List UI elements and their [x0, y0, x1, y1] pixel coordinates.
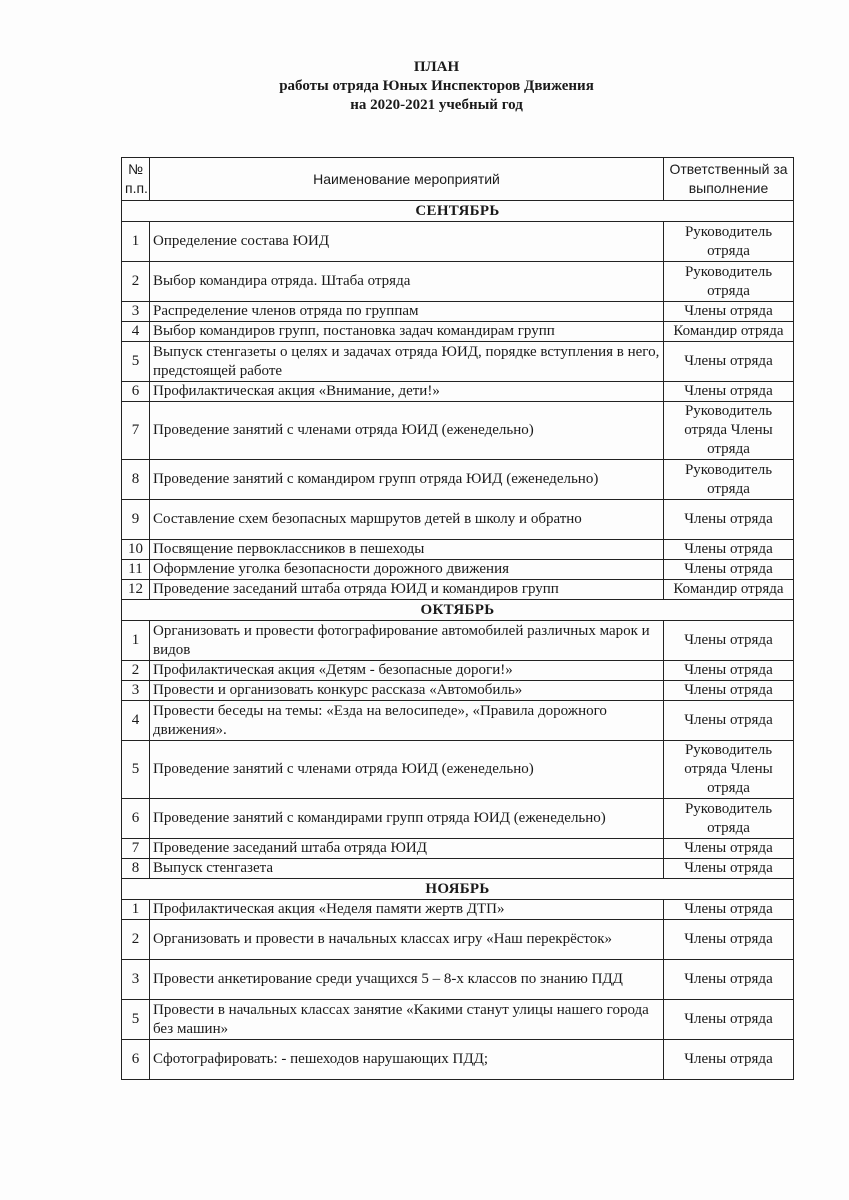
row-event: Выпуск стенгазета — [150, 859, 664, 879]
row-responsible: Руководитель отряда — [664, 460, 794, 500]
row-responsible: Командир отряда — [664, 580, 794, 600]
row-number: 5 — [122, 741, 150, 799]
month-row-september — [122, 201, 794, 222]
row-event: Профилактическая акция «Детям - безопасные дороги!» — [150, 661, 664, 681]
row-responsible: Командир отряда — [664, 322, 794, 342]
table-row — [122, 1040, 794, 1080]
row-number: 7 — [122, 402, 150, 460]
row-event: Проведение занятий с членами отряда ЮИД (еженедельно) — [150, 741, 664, 799]
row-event: Определение состава ЮИД — [150, 222, 664, 262]
row-responsible: Члены отряда — [664, 342, 794, 382]
row-responsible: Руководитель отряда Члены отряда — [664, 402, 794, 460]
row-number: 4 — [122, 322, 150, 342]
row-number: 1 — [122, 900, 150, 920]
row-event: Проведение занятий с членами отряда ЮИД (еженедельно) — [150, 402, 664, 460]
table-row — [122, 540, 794, 560]
row-event: Провести в начальных классах занятие «Какими станут улицы нашего города без машин» — [150, 1000, 664, 1040]
table-row — [122, 621, 794, 661]
plan-table — [121, 157, 794, 1080]
table-row — [122, 839, 794, 859]
month-label: СЕНТЯБРЬ — [122, 201, 794, 222]
table-header-row — [122, 158, 794, 201]
row-responsible: Члены отряда — [664, 900, 794, 920]
table-row — [122, 799, 794, 839]
table-row — [122, 1000, 794, 1040]
table-row — [122, 342, 794, 382]
row-number: 1 — [122, 621, 150, 661]
row-number: 5 — [122, 1000, 150, 1040]
row-number: 9 — [122, 500, 150, 540]
row-number: 2 — [122, 262, 150, 302]
row-responsible: Члены отряда — [664, 382, 794, 402]
row-responsible: Руководитель отряда — [664, 799, 794, 839]
table-row — [122, 960, 794, 1000]
row-event: Провести анкетирование среди учащихся 5 – 8-х классов по знанию ПДД — [150, 960, 664, 1000]
table-row — [122, 500, 794, 540]
row-responsible: Члены отряда — [664, 621, 794, 661]
table-row — [122, 701, 794, 741]
row-event: Распределение членов отряда по группам — [150, 302, 664, 322]
row-responsible: Руководитель отряда — [664, 222, 794, 262]
table-row — [122, 859, 794, 879]
title-line-plan: ПЛАН — [413, 59, 460, 75]
table-row — [122, 262, 794, 302]
row-responsible: Члены отряда — [664, 920, 794, 960]
row-number: 8 — [122, 460, 150, 500]
row-responsible: Члены отряда — [664, 701, 794, 741]
row-responsible: Члены отряда — [664, 960, 794, 1000]
table-row — [122, 681, 794, 701]
row-number: 8 — [122, 859, 150, 879]
row-event: Составление схем безопасных маршрутов детей в школу и обратно — [150, 500, 664, 540]
row-number: 12 — [122, 580, 150, 600]
row-number: 2 — [122, 661, 150, 681]
row-number: 6 — [122, 382, 150, 402]
row-responsible: Члены отряда — [664, 302, 794, 322]
row-event: Провести и организовать конкурс рассказа «Автомобиль» — [150, 681, 664, 701]
row-responsible: Члены отряда — [664, 681, 794, 701]
row-event: Организовать и провести в начальных классах игру «Наш перекрёсток» — [150, 920, 664, 960]
row-number: 7 — [122, 839, 150, 859]
row-number: 3 — [122, 302, 150, 322]
row-event: Проведение заседаний штаба отряда ЮИД и командиров групп — [150, 580, 664, 600]
row-number: 1 — [122, 222, 150, 262]
row-number: 3 — [122, 960, 150, 1000]
header-number: № п.п. — [122, 158, 150, 201]
table-row — [122, 920, 794, 960]
row-responsible: Члены отряда — [664, 560, 794, 580]
title-line-year: на 2020-2021 учебный год — [350, 97, 523, 113]
table-row — [122, 741, 794, 799]
table-row — [122, 900, 794, 920]
table-row — [122, 661, 794, 681]
table-row — [122, 302, 794, 322]
row-number: 6 — [122, 1040, 150, 1080]
row-responsible: Члены отряда — [664, 859, 794, 879]
table-row — [122, 382, 794, 402]
row-responsible: Члены отряда — [664, 1000, 794, 1040]
month-row-october — [122, 600, 794, 621]
row-event: Сфотографировать: - пешеходов нарушающих ПДД; — [150, 1040, 664, 1080]
row-event: Выбор командиров групп, постановка задач командирам групп — [150, 322, 664, 342]
row-number: 11 — [122, 560, 150, 580]
table-row — [122, 580, 794, 600]
row-number: 10 — [122, 540, 150, 560]
row-responsible: Члены отряда — [664, 540, 794, 560]
row-responsible: Члены отряда — [664, 1040, 794, 1080]
row-number: 2 — [122, 920, 150, 960]
row-event: Проведение занятий с командиром групп отряда ЮИД (еженедельно) — [150, 460, 664, 500]
header-event-name: Наименование мероприятий — [150, 158, 664, 201]
row-event: Профилактическая акция «Внимание, дети!» — [150, 382, 664, 402]
row-event: Проведение занятий с командирами групп отряда ЮИД (еженедельно) — [150, 799, 664, 839]
row-event: Оформление уголка безопасности дорожного движения — [150, 560, 664, 580]
table-row — [122, 322, 794, 342]
row-event: Выпуск стенгазеты о целях и задачах отряда ЮИД, порядке вступления в него, предстоящей работе — [150, 342, 664, 382]
row-event: Провести беседы на темы: «Езда на велосипеде», «Правила дорожного движения». — [150, 701, 664, 741]
header-responsible: Ответственный за выполнение — [664, 158, 794, 201]
row-event: Организовать и провести фотографирование автомобилей различных марок и видов — [150, 621, 664, 661]
row-event: Посвящение первоклассников в пешеходы — [150, 540, 664, 560]
row-responsible: Члены отряда — [664, 661, 794, 681]
title-line-subject: работы отряда Юных Инспекторов Движения — [279, 78, 594, 94]
row-number: 3 — [122, 681, 150, 701]
row-responsible: Члены отряда — [664, 839, 794, 859]
row-number: 5 — [122, 342, 150, 382]
month-row-november — [122, 879, 794, 900]
table-row — [122, 402, 794, 460]
row-event: Выбор командира отряда. Штаба отряда — [150, 262, 664, 302]
row-number: 6 — [122, 799, 150, 839]
table-row — [122, 560, 794, 580]
document-title — [0, 58, 849, 115]
row-responsible: Члены отряда — [664, 500, 794, 540]
row-responsible: Руководитель отряда — [664, 262, 794, 302]
table-row — [122, 460, 794, 500]
table-row — [122, 222, 794, 262]
row-event: Профилактическая акция «Неделя памяти жертв ДТП» — [150, 900, 664, 920]
row-number: 4 — [122, 701, 150, 741]
month-label: НОЯБРЬ — [122, 879, 794, 900]
row-event: Проведение заседаний штаба отряда ЮИД — [150, 839, 664, 859]
row-responsible: Руководитель отряда Члены отряда — [664, 741, 794, 799]
month-label: ОКТЯБРЬ — [122, 600, 794, 621]
